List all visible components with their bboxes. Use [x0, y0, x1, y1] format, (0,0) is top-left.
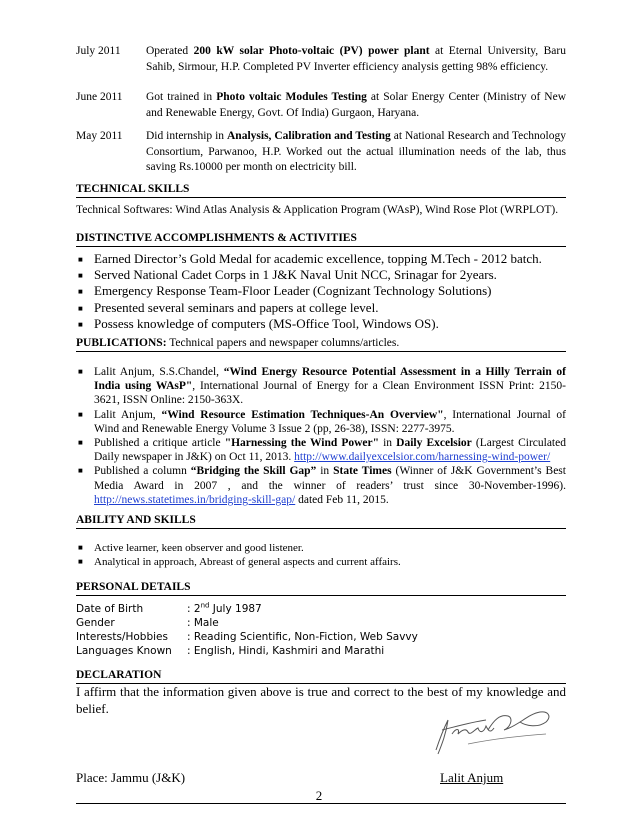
list-item: ■ Published a critique article "Harnessing the Wind Power" in Daily Excelsior (Largest Circulated Daily newspaper in J&K) on Oct 11, 2013. http://www.dailyexcelsior.com/harnessing-wind-power/	[78, 437, 566, 464]
declaration-text: I affirm that the information given above is true and correct to the best of my knowledge and belief.	[76, 684, 566, 716]
footer-divider	[76, 803, 566, 804]
accomplishments-list	[76, 251, 566, 332]
table-row	[76, 616, 566, 630]
declaration-heading: DECLARATION	[76, 668, 566, 684]
bullet-icon: ■	[78, 438, 83, 448]
personal-details-heading: PERSONAL DETAILS	[76, 580, 566, 596]
list-item: ■ Published a column “Bridging the Skill Gap” in State Times (Winner of J&K Government’s Best Media Award in 2007 , and the winner of readers’ trust since 30-November-1996). http://news.statetimes.in/bridging-skill-gap/ dated Feb 11, 2015.	[78, 465, 566, 506]
list-item: ■ Active learner, keen observer and good listener.	[78, 542, 304, 554]
experience-entry	[76, 90, 566, 121]
place-text: Place: Jammu (J&K)	[76, 770, 186, 785]
article-link[interactable]: http://www.dailyexcelsior.com/harnessing-wind-power/	[294, 451, 551, 464]
publications-heading: PUBLICATIONS: Technical papers and newspaper columns/articles.	[76, 336, 566, 352]
page-number: 2	[315, 788, 323, 803]
accomplishments-heading: DISTINCTIVE ACCOMPLISHMENTS & ACTIVITIES	[76, 231, 566, 247]
list-item: ■ Earned Director’s Gold Medal for academic excellence, topping M.Tech - 2012 batch.	[76, 251, 566, 267]
experience-description: Did internship in Analysis, Calibration and Testing at National Research and Technology Consortium, Parwanoo, H.P. Worked out the actual illumination needs of the lab, thus saving Rs.10000 per month on electricity bill.	[146, 130, 567, 173]
abilities-heading: ABILITY AND SKILLS	[76, 513, 566, 529]
bullet-icon: ■	[78, 319, 83, 329]
list-item: ■ Emergency Response Team-Floor Leader (Cognizant Technology Solutions)	[76, 283, 566, 299]
column-link[interactable]: http://news.statetimes.in/bridging-skill-gap/	[94, 493, 296, 506]
languages-value: : English, Hindi, Kashmiri and Marathi	[187, 645, 385, 657]
abilities-list	[76, 541, 566, 569]
signature-image	[428, 700, 558, 760]
experience-date: May 2011	[76, 130, 123, 142]
table-row	[76, 644, 566, 658]
experience-date: June 2011	[76, 91, 123, 103]
list-item: ■ Possess knowledge of computers (MS-Office Tool, Windows OS).	[76, 316, 566, 332]
list-item: ■ Lalit Anjum, S.S.Chandel, “Wind Energy Resource Potential Assessment in a Hilly Terrain of India using WAsP", International Journal of Energy for a Clean Environment ISSN Print: 2150-3621, ISSN Online: 2150-363X.	[78, 366, 566, 407]
gender-label: Gender	[76, 617, 115, 629]
bullet-icon: ■	[78, 557, 83, 566]
list-item: ■ Presented several seminars and papers at college level.	[76, 300, 566, 316]
signatory-name: Lalit Anjum	[440, 770, 504, 785]
bullet-icon: ■	[78, 303, 83, 313]
experience-entry	[76, 129, 566, 176]
experience-description: Operated 200 kW solar Photo-voltaic (PV) power plant at Eternal University, Baru Sahib, Sirmour, H.P. Completed PV Inverter efficiency analysis getting 98% efficiency.	[146, 45, 566, 73]
experience-entry	[76, 44, 566, 75]
bullet-icon: ■	[78, 409, 83, 419]
bullet-icon: ■	[78, 466, 83, 476]
experience-description: Got trained in Photo voltaic Modules Testing at Solar Energy Center (Ministry of New and Renewable Energy, Govt. Of India) Gurgaon, Haryana.	[146, 91, 567, 119]
dob-value: : 2nd July 1987	[187, 601, 262, 615]
bullet-icon: ■	[78, 271, 83, 281]
interests-label: Interests/Hobbies	[76, 631, 168, 643]
languages-label: Languages Known	[76, 645, 172, 657]
technical-skills-heading: TECHNICAL SKILLS	[76, 182, 566, 198]
list-item: ■ Lalit Anjum, “Wind Resource Estimation Techniques-An Overview", International Journal of Wind and Renewable Energy Volume 3 Issue 2 (pp, 26-38), ISSN: 2277-3975.	[78, 408, 567, 435]
list-item: ■ Served National Cadet Corps in 1 J&K Naval Unit NCC, Srinagar for 2years.	[76, 267, 566, 283]
publications-list	[76, 365, 566, 507]
table-row	[76, 602, 566, 616]
table-row	[76, 630, 566, 644]
bullet-icon: ■	[78, 255, 83, 264]
bullet-icon: ■	[78, 287, 83, 297]
interests-value: : Reading Scientific, Non-Fiction, Web Savvy	[187, 631, 418, 643]
dob-label: Date of Birth	[76, 603, 144, 615]
gender-value: : Male	[187, 617, 219, 629]
personal-details-table	[76, 602, 566, 658]
bullet-icon: ■	[78, 543, 83, 552]
technical-skills-text: Technical Softwares: Wind Atlas Analysis & Application Program (WAsP), Wind Rose Plot (WRPLOT).	[76, 204, 559, 216]
list-item: ■ Analytical in approach, Abreast of general aspects and current affairs.	[78, 556, 401, 568]
bullet-icon: ■	[78, 367, 83, 376]
experience-date: July 2011	[76, 45, 121, 57]
